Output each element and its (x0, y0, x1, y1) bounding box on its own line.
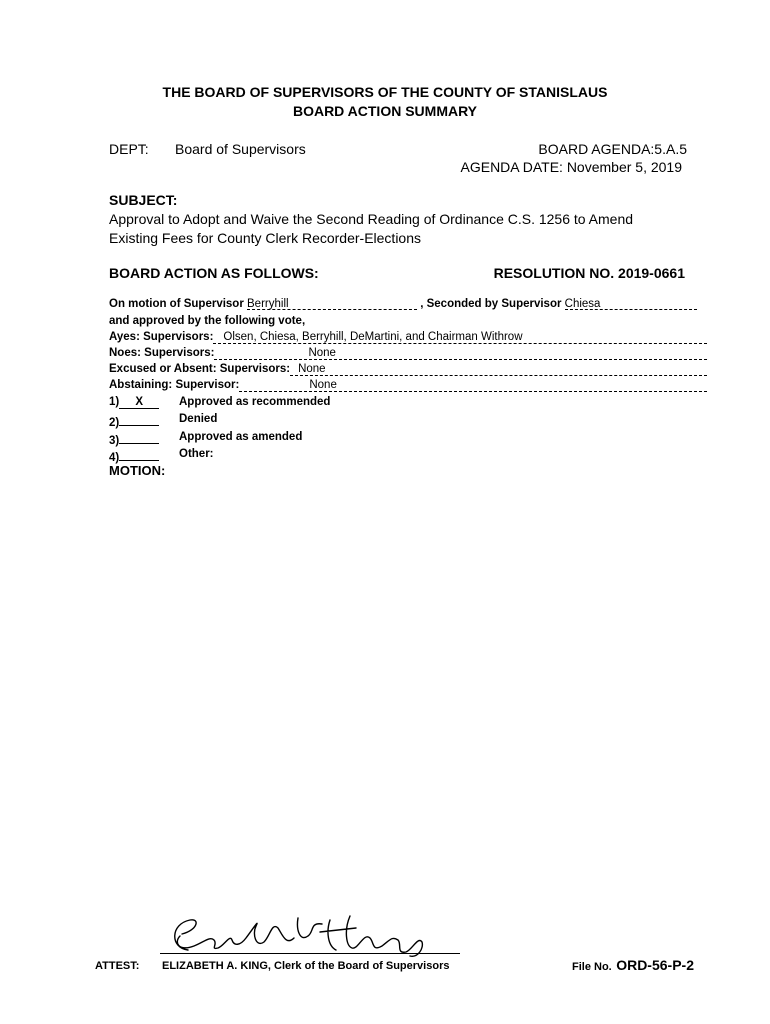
seconded-supervisor: Chiesa (565, 298, 697, 310)
ayes-row (109, 331, 707, 344)
abstaining-row (109, 379, 707, 392)
option-number: 3) (109, 435, 120, 447)
motion-label: MOTION: (109, 463, 166, 478)
header-title: THE BOARD OF SUPERVISORS OF THE COUNTY OF STANISLAUS (162, 84, 608, 100)
option-label: Denied (179, 413, 218, 425)
excused-value: None (290, 363, 707, 376)
subject-line-1: Approval to Adopt and Waive the Second Reading of Ordinance C.S. 1256 to Amend (109, 211, 634, 227)
ayes-label: Ayes: Supervisors: (109, 331, 214, 343)
agenda-date: AGENDA DATE: November 5, 2019 (460, 159, 682, 175)
abstaining-value: None (239, 379, 707, 392)
motion-label: On motion of Supervisor (109, 298, 244, 310)
motion-supervisor: Berryhill (247, 298, 417, 310)
header-subtitle: BOARD ACTION SUMMARY (292, 103, 478, 119)
option-label: Approved as recommended (179, 396, 331, 408)
board-action-label: BOARD ACTION AS FOLLOWS: (109, 265, 319, 281)
option-mark (119, 413, 159, 426)
option-number: 4) (109, 452, 120, 464)
abstaining-label: Abstaining: Supervisor: (109, 379, 240, 391)
option-label: Other: (179, 448, 214, 460)
board-agenda: BOARD AGENDA:5.A.5 (538, 141, 687, 157)
option-3 (109, 431, 159, 447)
option-4 (109, 448, 159, 464)
option-1 (109, 396, 159, 409)
dept-label: DEPT: (109, 141, 149, 157)
excused-row (109, 363, 707, 376)
noes-label: Noes: Supervisors: (109, 347, 215, 359)
resolution-number: RESOLUTION NO. 2019-0661 (493, 265, 685, 281)
option-mark (119, 448, 159, 461)
option-2 (109, 413, 159, 429)
signature-line (160, 953, 460, 954)
excused-label: Excused or Absent: Supervisors: (109, 363, 291, 375)
subject-label: SUBJECT: (109, 192, 178, 208)
file-number (572, 957, 694, 975)
option-label: Approved as amended (179, 431, 303, 443)
file-label: File No. (572, 961, 612, 973)
motion-line (109, 298, 697, 310)
attest-label: ATTEST: (95, 960, 140, 972)
option-mark (119, 431, 159, 444)
ayes-value: Olsen, Chiesa, Berryhill, DeMartini, and Chairman Withrow (213, 331, 707, 344)
option-number: 2) (109, 417, 120, 429)
option-number: 1) (109, 396, 120, 408)
option-mark: X (119, 396, 159, 409)
dept-value: Board of Supervisors (175, 141, 306, 157)
approved-vote-line: and approved by the following vote, (109, 315, 306, 327)
file-value: ORD-56-P-2 (616, 957, 694, 973)
noes-row (109, 347, 707, 360)
clerk-name: ELIZABETH A. KING, Clerk of the Board of Supervisors (162, 960, 450, 972)
subject-line-2: Existing Fees for County Clerk Recorder-Elections (109, 230, 422, 246)
noes-value: None (214, 347, 707, 360)
seconded-label: , Seconded by Supervisor (420, 298, 562, 310)
